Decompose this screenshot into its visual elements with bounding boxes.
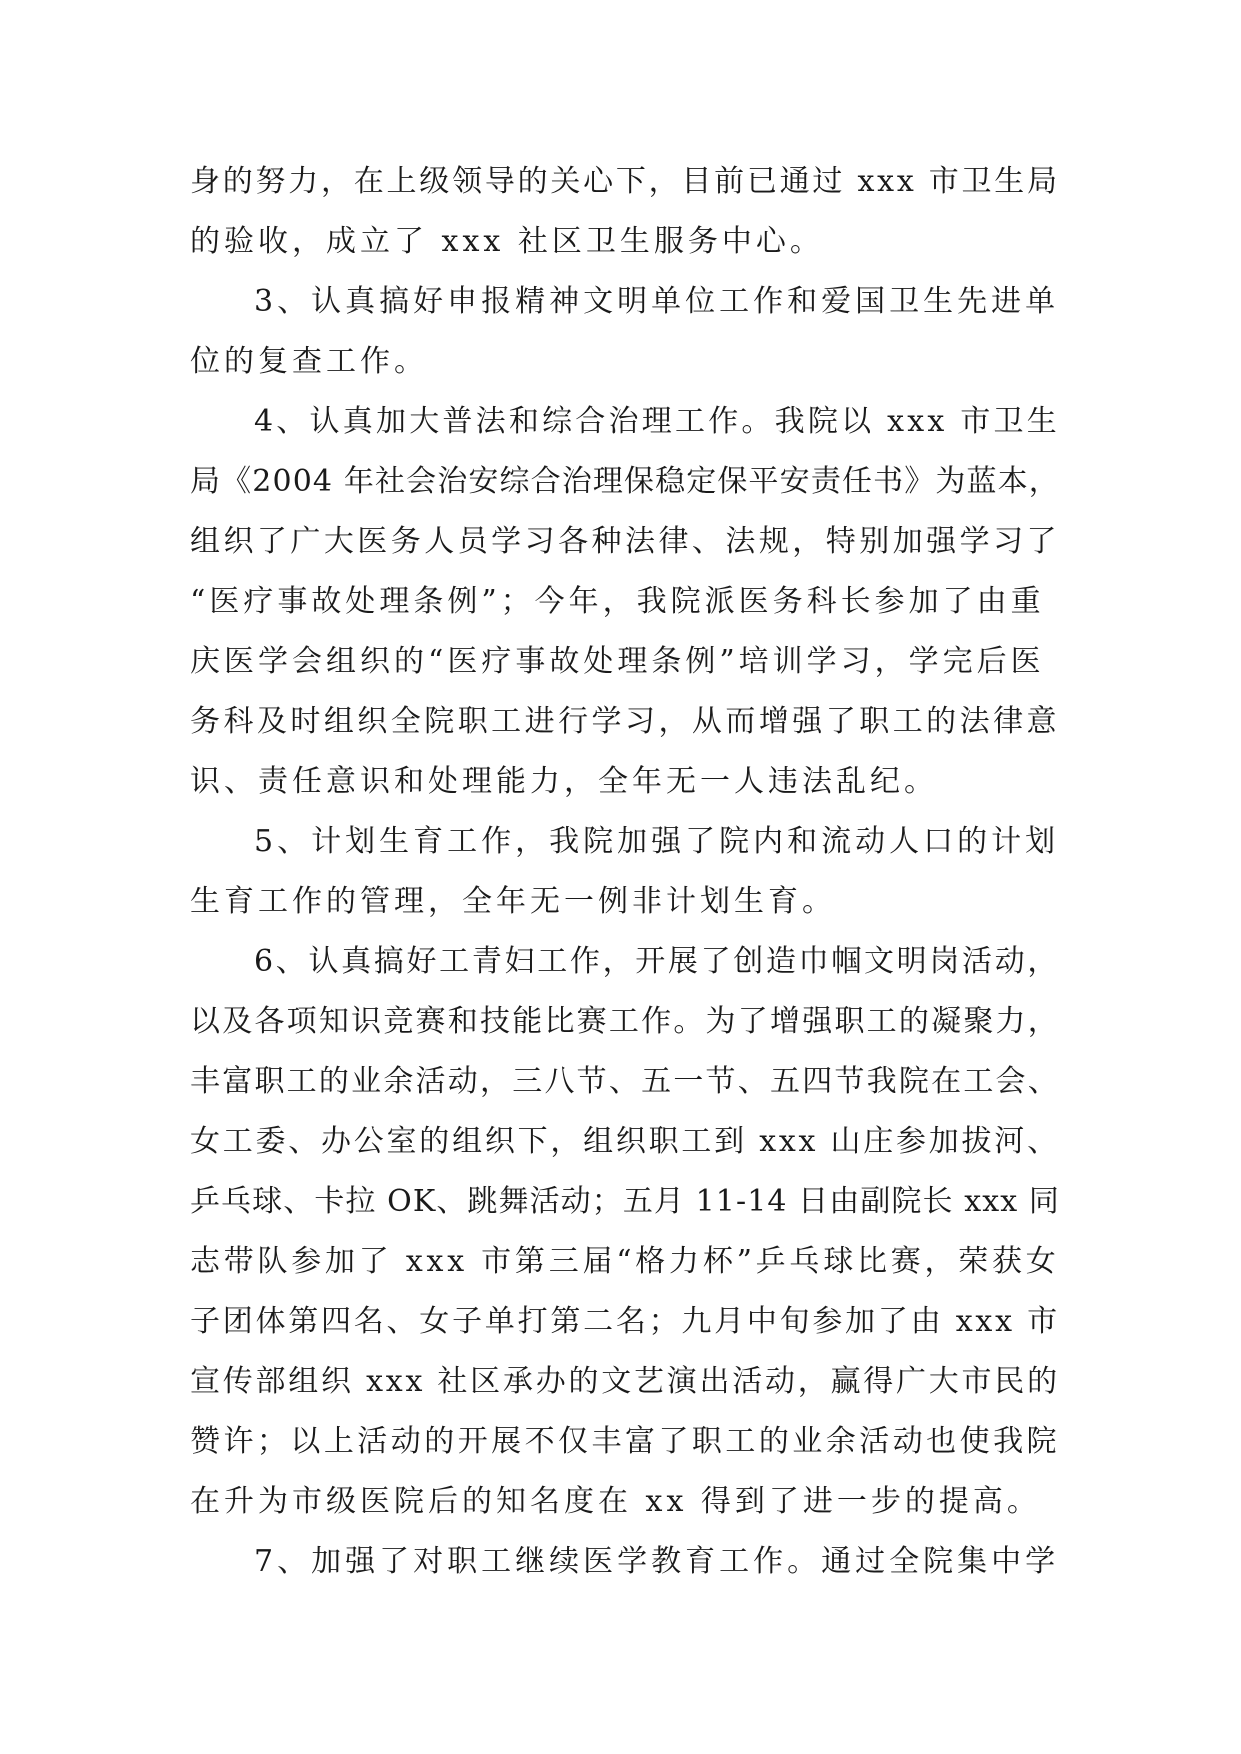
text-line: 身的努力，在上级领导的关心下，目前已通过 xxx 市卫生局 <box>190 164 1060 199</box>
text-line: 7、加强了对职工继续医学教育工作。通过全院集中学 <box>254 1544 1060 1579</box>
text-line: 6、认真搞好工青妇工作，开展了创造巾帼文明岗活动， <box>254 944 1061 979</box>
text-line: 宣传部组织 xxx 社区承办的文艺演出活动，赢得广大市民的 <box>190 1364 1060 1399</box>
text-line: 志带队参加了 xxx 市第三届“格力杯”乒乓球比赛，荣获女 <box>190 1244 1060 1279</box>
text-line: 丰富职工的业余活动，三八节、五一节、五四节我院在工会、 <box>190 1064 1060 1099</box>
text-line: 生育工作的管理，全年无一例非计划生育。 <box>190 884 836 919</box>
text-line: 女工委、办公室的组织下，组织职工到 xxx 山庄参加拔河、 <box>190 1124 1060 1159</box>
text-line: 组织了广大医务人员学习各种法律、法规，特别加强学习了 <box>190 524 1060 559</box>
text-line: 在升为市级医院后的知名度在 xx 得到了进一步的提高。 <box>190 1484 1041 1519</box>
text-line: 子团体第四名、女子单打第二名；九月中旬参加了由 xxx 市 <box>190 1304 1060 1339</box>
text-line: 以及各项知识竞赛和技能比赛工作。为了增强职工的凝聚力， <box>190 1004 1060 1039</box>
text-line: 位的复查工作。 <box>190 344 428 379</box>
text-line: 识、责任意识和处理能力，全年无一人违法乱纪。 <box>190 764 938 799</box>
document-body <box>190 152 1060 1592</box>
text-line: 局《2004 年社会治安综合治理保稳定保平安责任书》为蓝本， <box>190 464 1060 499</box>
text-line: 5、计划生育工作，我院加强了院内和流动人口的计划 <box>254 824 1060 859</box>
text-line: “医疗事故处理条例”；今年，我院派医务科长参加了由重 <box>190 584 1045 619</box>
text-line: 庆医学会组织的“医疗事故处理条例”培训学习，学完后医 <box>190 644 1045 679</box>
text-line: 务科及时组织全院职工进行学习，从而增强了职工的法律意 <box>190 704 1060 739</box>
text-line: 的验收，成立了 xxx 社区卫生服务中心。 <box>190 224 824 259</box>
text-line: 4、认真加大普法和综合治理工作。我院以 xxx 市卫生 <box>254 404 1060 439</box>
text-line: 3、认真搞好申报精神文明单位工作和爱国卫生先进单 <box>254 284 1060 319</box>
text-line: 赞许；以上活动的开展不仅丰富了职工的业余活动也使我院 <box>190 1424 1060 1459</box>
text-line: 乒乓球、卡拉 OK、跳舞活动；五月 11-14 日由副院长 xxx 同 <box>190 1184 1060 1219</box>
